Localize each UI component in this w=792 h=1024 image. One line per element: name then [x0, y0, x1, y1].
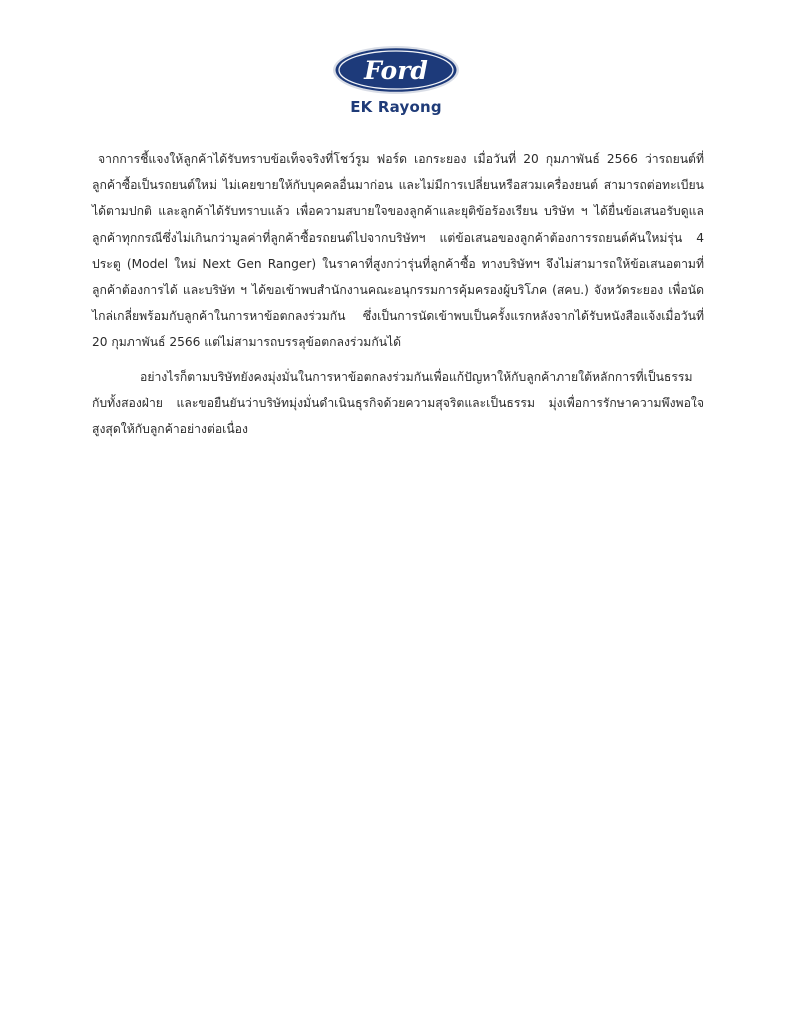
letterhead — [0, 44, 792, 116]
paragraph-2: อย่างไรก็ตามบริษัทยังคงมุ่งมั่นในการหาข้อตกลงร่วมกันเพื่อแก้ปัญหาให้กับลูกค้าภายใต้หลักการที่เป็นธรรมกับทั้งสองฝ่าย และขอยืนยันว่าบริษัทมุ่งมั่นดำเนินธุรกิจด้วยความสุจริตและเป็นธรรม มุ่งเพื่อการรักษาความพึงพอใจสูงสุดให้กับลูกค้าอย่างต่อเนื่อง — [92, 369, 704, 437]
company-name: EK Rayong — [350, 98, 442, 116]
ford-logo — [331, 44, 461, 96]
letter-body — [92, 146, 704, 442]
paragraph-1: จากการชี้แจงให้ลูกค้าได้รับทราบข้อเท็จจริงที่โชว์รูม ฟอร์ด เอกระยอง เมื่อวันที่ 20 กุมภาพันธ์ 2566 ว่ารถยนต์ที่ลูกค้าซื้อเป็นรถยนต์ใหม่ ไม่เคยขายให้กับบุคคลอื่นมาก่อน และไม่มีการเปลี่ยนหรือสวมเครื่องยนต์ สามารถต่อทะเบียนได้ตามปกติ และลูกค้าได้รับทราบแล้ว เพื่อความสบายใจของลูกค้าและยุติข้อร้องเรียน บริษัท ฯ ได้ยื่นข้อเสนอรับดูแลลูกค้าทุกกรณีซึ่งไม่เกินกว่ามูลค่าที่ลูกค้าซื้อรถยนต์ไปจากบริษัทฯ แต่ข้อเสนอของลูกค้าต้องการรถยนต์คันใหม่รุ่น 4 ประตู (Model ใหม่ Next Gen Ranger) ในราคาที่สูงกว่ารุ่นที่ลูกค้าซื้อ ทางบริษัทฯ จึงไม่สามารถให้ข้อเสนอตามที่ลูกค้าต้องการได้ และบริษัท ฯ ได้ขอเข้าพบสำนักงานคณะอนุกรรมการคุ้มครองผู้บริโภค (สคบ.) จังหวัดระยอง เพื่อนัดไกล่เกลี่ยพร้อมกับลูกค้าในการหาข้อตกลงร่วมกัน ซึ่งเป็นการนัดเข้าพบเป็นครั้งแรกหลังจากได้รับหนังสือแจ้งเมื่อวันที่ 20 กุมภาพันธ์ 2566 แต่ไม่สามารถบรรลุข้อตกลงร่วมกันได้ — [92, 152, 704, 350]
ford-logo-text: Ford — [364, 56, 428, 85]
